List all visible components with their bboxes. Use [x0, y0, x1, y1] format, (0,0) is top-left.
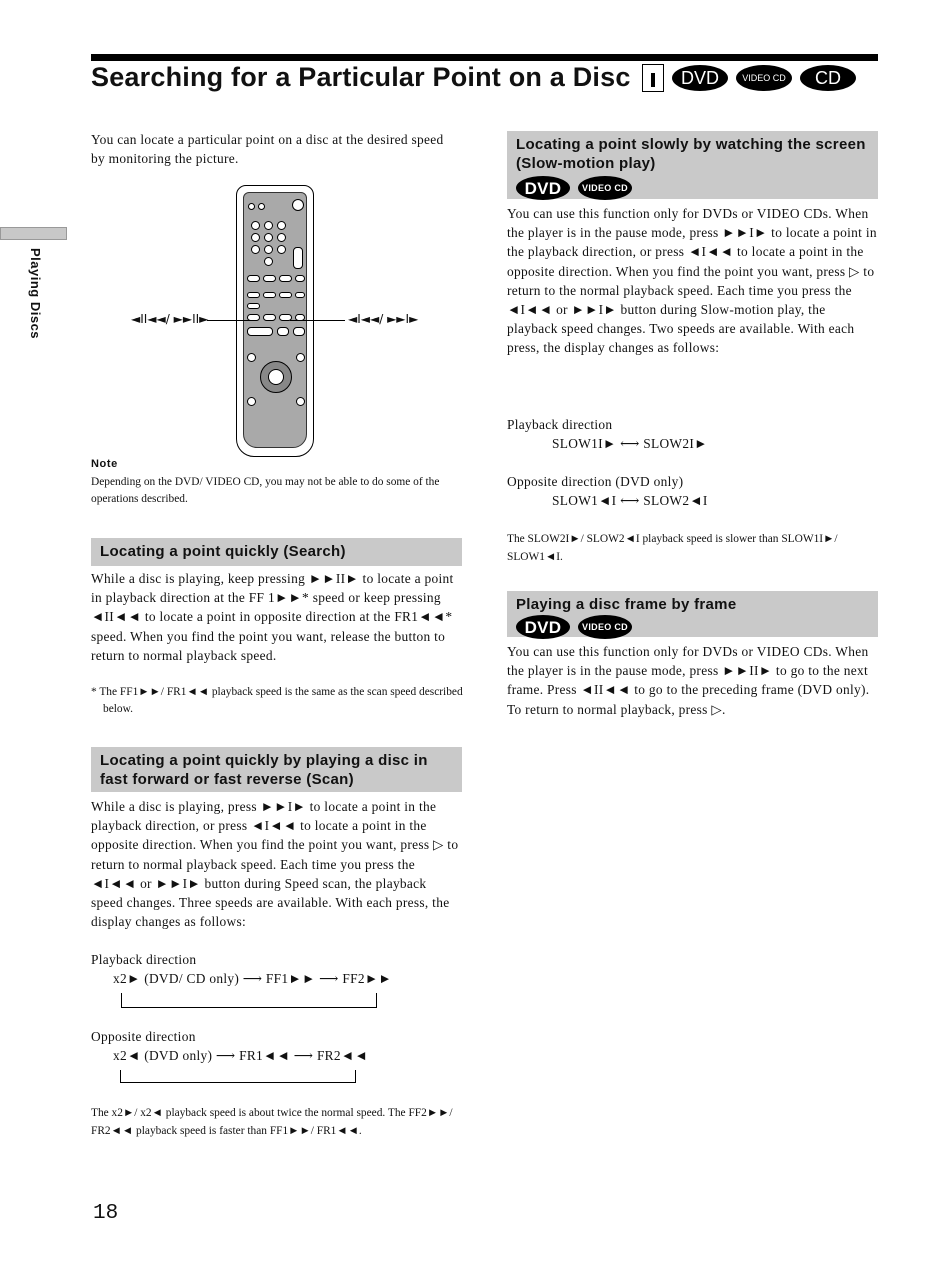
scan-opposite-sequence: x2◄ (DVD only) ⟶ FR1◄◄ ⟶ FR2◄◄ — [113, 1048, 369, 1063]
slow-heading — [507, 131, 878, 199]
scan-playback-loop-left — [121, 993, 122, 1008]
scan-playback-label: Playback direction — [91, 952, 197, 967]
scan-playback-loop-bottom — [121, 1007, 376, 1008]
slow-dvd-badge: DVD — [516, 176, 570, 200]
frame-heading — [507, 591, 878, 637]
frame-body: You can use this function only for DVDs or VIDEO CDs. When the player is in the pause mode, press ►►II► to go to the next frame. Press ◄II◄◄ to go to the preceding frame (DVD only). To return to normal playback, press ▷. — [507, 644, 870, 717]
scan-playback-sequence: x2► (DVD/ CD only) ⟶ FF1►► ⟶ FF2►► — [113, 971, 392, 986]
search-heading-text: Locating a point quickly (Search) — [100, 543, 346, 560]
title-rule — [91, 54, 878, 61]
scan-opposite-loop-bottom — [120, 1082, 355, 1083]
search-footnote: * The FF1►►/ FR1◄◄ playback speed is the same as the scan speed described below. — [91, 686, 463, 715]
slow-opposite-sequence: SLOW1◄I ⟷ SLOW2◄I — [552, 493, 708, 508]
scan-heading-text: Locating a point quickly by playing a disc in fast forward or fast reverse (Scan) — [100, 752, 428, 788]
search-heading — [91, 538, 462, 566]
scan-body: While a disc is playing, press ►►I► to locate a point in the playback direction, or press ◄I◄◄ to locate a point in the opposite direction. When you find the point you want, press ▷ to return to normal playback speed. Each time you press the ◄I◄◄ or ►►I► button during Speed scan, the playback speed changes. Three speeds are available. With each press, the display changes as follows: — [91, 799, 459, 930]
slow-heading-text: Locating a point slowly by watching the screen (Slow-motion play) — [516, 136, 866, 172]
frame-heading-text: Playing a disc frame by frame — [516, 596, 737, 613]
page-number: 18 — [93, 1202, 119, 1225]
slow-footer: The SLOW2I►/ SLOW2◄I playback speed is slower than SLOW1I►/ SLOW1◄I. — [507, 533, 838, 563]
cd-badge: CD — [800, 65, 856, 91]
scan-playback-loop-right — [376, 993, 377, 1008]
note-text: Depending on the DVD/ VIDEO CD, you may not be able to do some of the operations described. — [91, 476, 440, 505]
title-badges — [642, 64, 856, 92]
slow-playback-label: Playback direction — [507, 417, 613, 432]
scan-footer: The x2►/ x2◄ playback speed is about twice the normal speed. The FF2►►/ FR2◄◄ playback speed is faster than FF1►►/ FR1◄◄. — [91, 1107, 453, 1137]
section-tab-label: Playing Discs — [28, 248, 43, 340]
remote-pointer-left — [207, 320, 253, 321]
slow-video-cd-badge: VIDEO CD — [578, 176, 632, 200]
remote-pointer-right — [290, 320, 345, 321]
scan-opposite-label: Opposite direction — [91, 1029, 196, 1044]
intro-text: You can locate a particular point on a disc at the desired speed by monitoring the picture. — [91, 132, 444, 167]
scan-opposite-loop-right — [355, 1070, 356, 1083]
scan-heading — [91, 747, 462, 792]
section-tab — [0, 227, 67, 240]
page-title: Searching for a Particular Point on a Disc — [91, 62, 631, 92]
slow-opposite-label: Opposite direction (DVD only) — [507, 474, 684, 489]
frame-dvd-badge: DVD — [516, 615, 570, 639]
note-heading: Note — [91, 458, 118, 470]
remote-label-right: ◄I◄◄/ ►►I► — [348, 312, 419, 326]
dvd-badge: DVD — [672, 65, 728, 91]
video-cd-badge: VIDEO CD — [736, 65, 792, 91]
remote-label-left: ◄II◄◄/ ►►II► — [131, 312, 209, 326]
remote-control-illustration — [236, 185, 314, 457]
search-body: While a disc is playing, keep pressing ►►II► to locate a point in playback direction at the FF 1►►* speed or keep pressing ◄II◄◄ to locate a point in opposite direction at the FR1◄◄* speed. When you find the point you want, release the button to return to normal playback speed. — [91, 571, 454, 663]
slow-playback-sequence: SLOW1I► ⟷ SLOW2I► — [552, 436, 708, 451]
slow-body: You can use this function only for DVDs or VIDEO CDs. When the player is in the pause mode, press ►►I► to locate a point in the playback direction, or press ◄I◄◄ to locate a point in the opposite direction. When you find the point you want, press ▷ to return to the normal playback speed. Each time you press the ◄I◄◄ or ►►I► button during Slow-motion play, the playback speed changes. Two speeds are available. With each press, the display changes as follows: — [507, 206, 877, 356]
remote-control-icon — [642, 64, 664, 92]
frame-video-cd-badge: VIDEO CD — [578, 615, 632, 639]
